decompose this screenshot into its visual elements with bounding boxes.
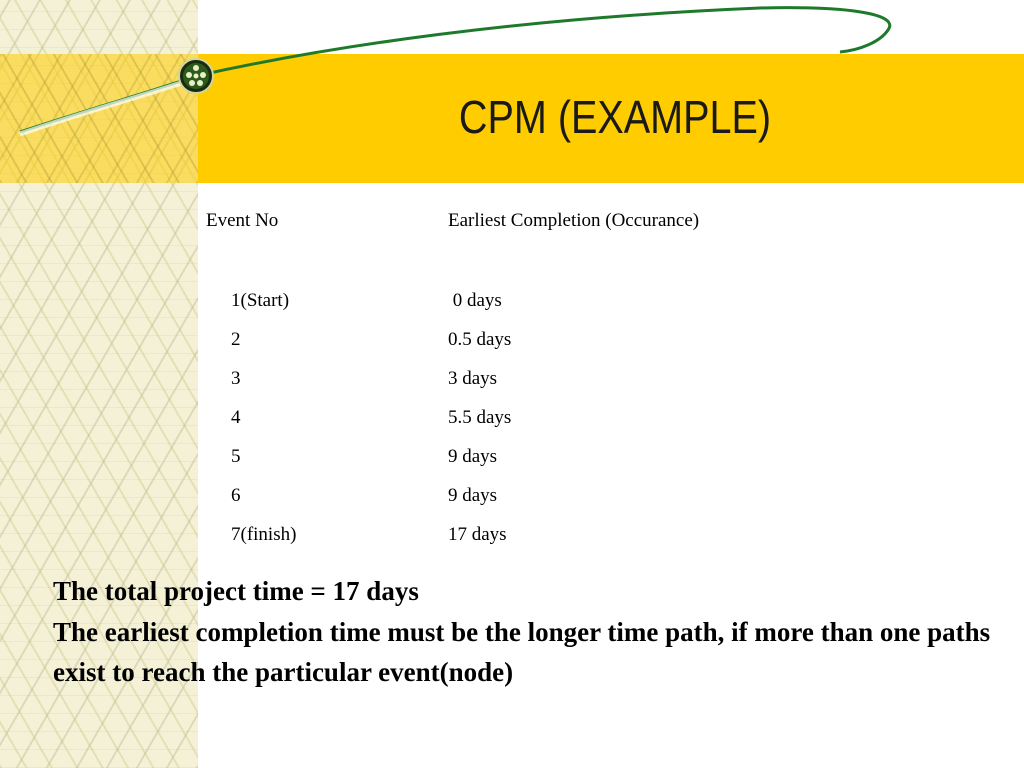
event-cell: 6 bbox=[231, 485, 241, 506]
earliest-completion-rule-note: The earliest completion time must be the longer time path, if more than one paths exist to reach the particular event(node) bbox=[53, 617, 991, 687]
time-cell: 3 days bbox=[448, 368, 498, 389]
table-row bbox=[0, 485, 1024, 515]
column-header-earliest-completion: Earliest Completion (Occurance) bbox=[448, 210, 700, 231]
column-header-event-no: Event No bbox=[206, 210, 279, 231]
time-cell: 9 days bbox=[448, 446, 498, 467]
event-cell: 4 bbox=[231, 407, 241, 428]
table-row bbox=[0, 446, 1024, 476]
time-cell: 5.5 days bbox=[448, 407, 512, 428]
time-cell: 0 days bbox=[448, 290, 502, 311]
total-project-time-note: The total project time = 17 days bbox=[53, 576, 419, 606]
table-row bbox=[0, 290, 1024, 320]
table-row bbox=[0, 524, 1024, 554]
title-band-pattern bbox=[0, 54, 198, 183]
slide-title: CPM (EXAMPLE) bbox=[458, 91, 772, 143]
event-cell: 3 bbox=[231, 368, 241, 389]
event-cell: 7(finish) bbox=[231, 524, 297, 545]
table-row bbox=[0, 329, 1024, 359]
table-row bbox=[0, 368, 1024, 398]
event-cell: 5 bbox=[231, 446, 241, 467]
event-cell: 2 bbox=[231, 329, 241, 350]
event-cell: 1(Start) bbox=[231, 290, 290, 311]
time-cell: 17 days bbox=[448, 524, 507, 545]
time-cell: 0.5 days bbox=[448, 329, 512, 350]
table-row bbox=[0, 407, 1024, 437]
time-cell: 9 days bbox=[448, 485, 498, 506]
